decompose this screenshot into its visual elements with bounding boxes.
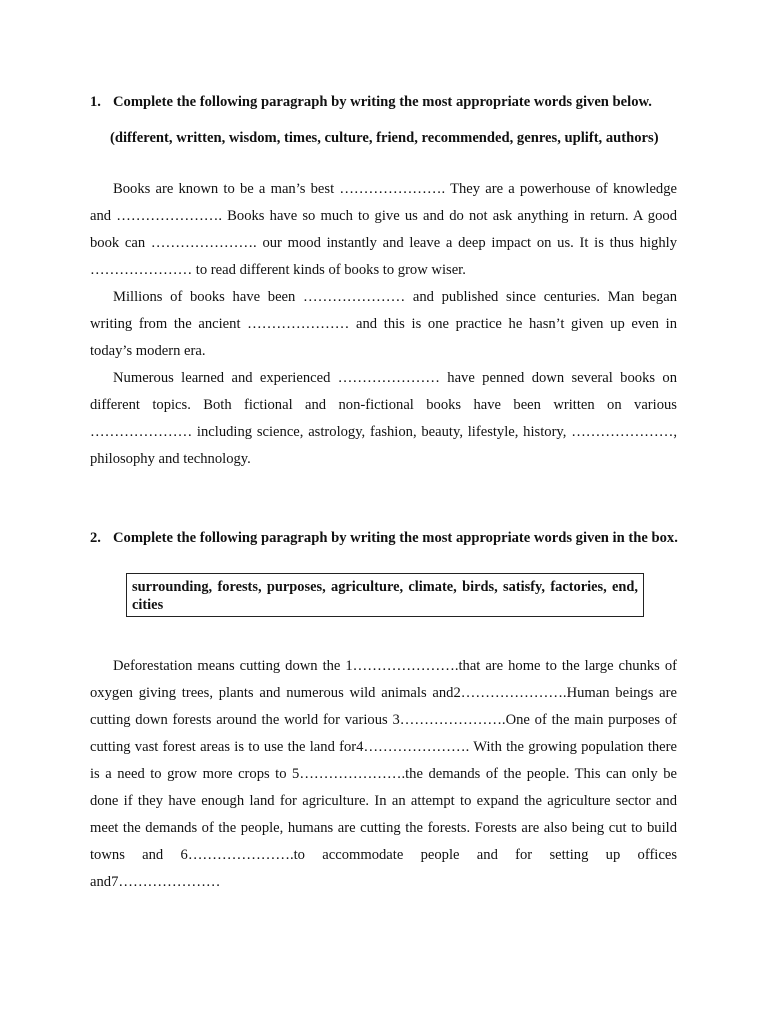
question-1-instruction: Complete the following paragraph by writing the most appropriate words given below. — [113, 94, 652, 110]
question-1-heading — [90, 93, 680, 111]
question-1-word-list: (different, written, wisdom, times, culture, friend, recommended, genres, uplift, authors) — [110, 130, 659, 146]
question-2-paragraph: Deforestation means cutting down the 1………………….that are home to the large chunks of oxygen giving trees, plants and numerous wild animals and2………………….Human beings are cutting down forests around the world for various 3………………….One of the main purposes of cutting vast forest areas is to use the land for4…………………. With the growing population there is a need to grow more crops to 5………………….the demands of the people. This can only be done if they have enough land for agriculture. In an attempt to expand the agriculture sector and meet the demands of the people, humans are cutting the forests. Forests are also being cut to build towns and 6………………….to accommodate people and for setting up offices and7………………… — [90, 658, 677, 890]
question-2-instruction: Complete the following paragraph by writing the most appropriate words given in the box. — [113, 530, 678, 546]
question-2-number: 2. — [90, 530, 101, 546]
question-2-heading — [90, 529, 680, 547]
question-1-paragraph: Books are known to be a man’s best …………………. They are a powerhouse of knowledge and …………………. Books have so much to give us and do not ask anything in return. A good book can …………………. our mood instantly and leave a deep impact on us. It is thus highly ………………… to read different kinds of books to grow wiser. — [90, 181, 677, 278]
question-1-passage — [90, 176, 677, 473]
question-1-paragraph: Numerous learned and experienced ………………… have penned down several books on different topics. Both fictional and non-fictional books have been written on various ………………… including science, astrology, fashion, beauty, lifestyle, history, …………………, philosophy and technology. — [90, 370, 677, 467]
question-2-passage — [90, 653, 677, 896]
question-1-paragraph: Millions of books have been ………………… and published since centuries. Man began writing from the ancient ………………… and this is one practice he hasn’t given up even in today’s modern era. — [90, 289, 677, 359]
question-1-number: 1. — [90, 94, 101, 110]
question-2-word-box: surrounding, forests, purposes, agriculture, climate, birds, satisfy, factories, end, cities — [126, 573, 644, 617]
